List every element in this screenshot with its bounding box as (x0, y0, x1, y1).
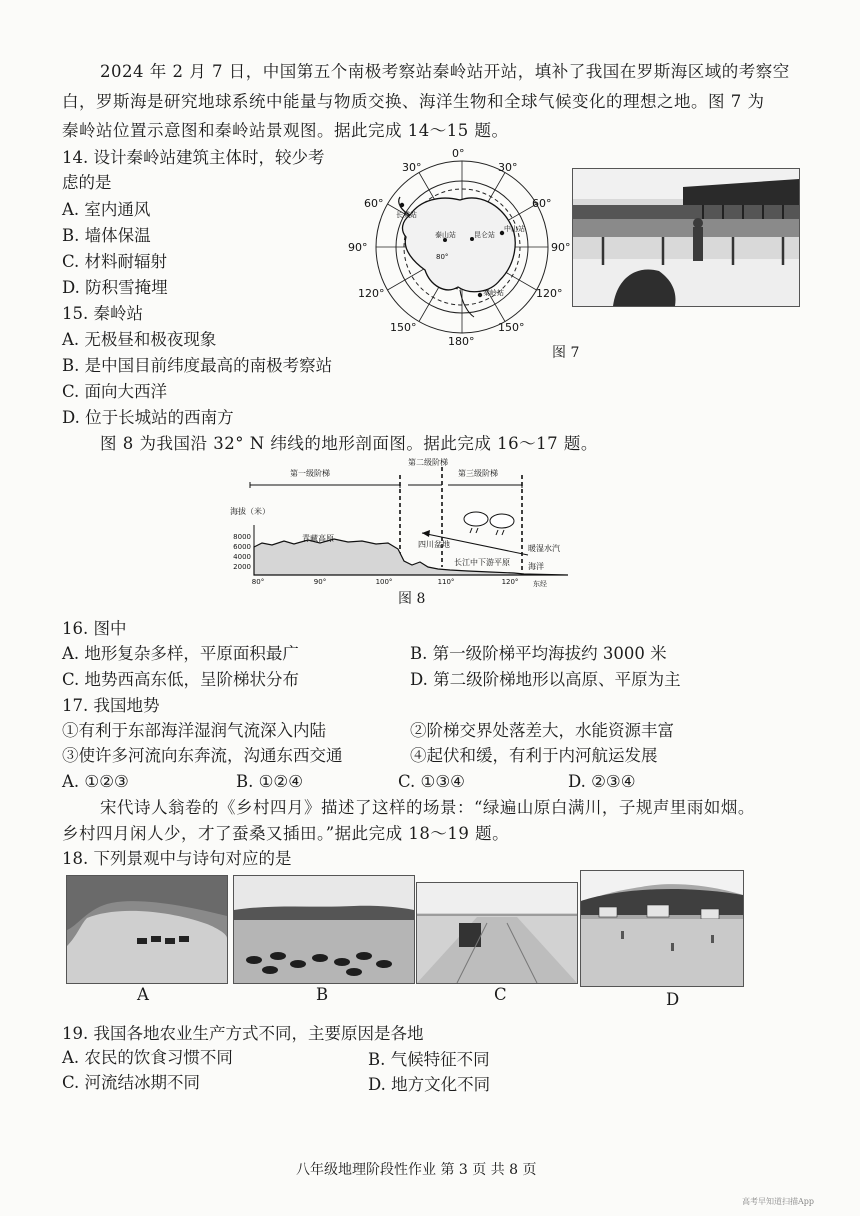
station-label-qinling: 秦岭站 (483, 289, 504, 297)
q14-stem-line-1: 14. 设计秦岭站建筑主体时，较少考 (62, 148, 325, 167)
q17-option-c: C. ①③④ (398, 772, 465, 791)
x-tick-100: 100° (375, 578, 393, 586)
q16-option-d: D. 第二级阶梯地形以高原、平原为主 (410, 670, 681, 689)
q17-option-b: B. ①②④ (236, 772, 303, 791)
q14-option-c: C. 材料耐辐射 (62, 252, 168, 271)
intro-paragraph-line-1: 2024 年 2 月 7 日，中国第五个南极考察站秦岭站开站，填补了我国在罗斯海区域的考察空 (100, 62, 790, 81)
q14-option-a: A. 室内通风 (62, 200, 151, 219)
region-label-ocean: 海洋 (528, 562, 544, 571)
q16-stem: 16. 图中 (62, 619, 127, 638)
q15-option-a: A. 无极昼和极夜现象 (62, 330, 217, 349)
q19-stem: 19. 我国各地农业生产方式不同，主要原因是各地 (62, 1024, 424, 1043)
intro-poem-line-2: 乡村四月闲人少，才了蚕桑又插田。”据此完成 18～19 题。 (62, 824, 510, 843)
lon-label-90e: 90° (551, 241, 571, 254)
fig7-caption: 图 7 (552, 345, 580, 361)
step-label-first: 第一级阶梯 (290, 469, 330, 478)
lon-label-150w: 150° (390, 321, 417, 334)
x-axis-label: 东经 (533, 580, 547, 588)
q17-item-1: ①有利于东部海洋湿润气流深入内陆 (62, 721, 326, 740)
lon-label-30w: 30° (402, 161, 422, 174)
landscape-photo-c (416, 882, 578, 984)
x-tick-90: 90° (313, 578, 327, 586)
x-tick-110: 110° (437, 578, 455, 586)
station-label-great-wall: 长城站 (396, 211, 417, 219)
y-tick-8000: 8000 (233, 533, 251, 541)
qinling-station-photo (572, 168, 800, 307)
photo-label-d: D (666, 990, 680, 1009)
q15-stem: 15. 秦岭站 (62, 304, 143, 323)
q17-item-4: ④起伏和缓，有利于内河航运发展 (410, 746, 658, 765)
lon-label-120e: 120° (536, 287, 563, 300)
terrain-profile-chart (228, 457, 578, 589)
q19-option-d: D. 地方文化不同 (368, 1075, 491, 1094)
region-label-sichuan: 四川盆地 (418, 540, 450, 549)
intro-paragraph-line-3: 秦岭站位置示意图和秦岭站景观图。据此完成 14～15 题。 (62, 121, 509, 140)
landscape-photo-b (233, 875, 415, 984)
lon-label-30e: 30° (498, 161, 518, 174)
landscape-photo-d (580, 870, 744, 987)
y-tick-6000: 6000 (233, 543, 251, 551)
intro-fig8: 图 8 为我国沿 32° N 纬线的地形剖面图。据此完成 16～17 题。 (100, 434, 598, 453)
region-label-yangtze: 长江中下游平原 (454, 558, 510, 567)
q15-option-b: B. 是中国目前纬度最高的南极考察站 (62, 356, 333, 375)
photo-label-c: C (494, 985, 507, 1004)
q17-item-3: ③使许多河流向东奔流，沟通东西交通 (62, 746, 343, 765)
q16-option-c: C. 地势西高东低，呈阶梯状分布 (62, 670, 300, 689)
y-tick-2000: 2000 (233, 563, 251, 571)
q15-option-d: D. 位于长城站的西南方 (62, 408, 234, 427)
intro-paragraph-line-2: 白，罗斯海是研究地球系统中能量与物质交换、海洋生物和全球气候变化的理想之地。图 7 为 (62, 92, 765, 111)
q19-option-b: B. 气候特征不同 (368, 1050, 490, 1069)
region-label-moist-air: 暖湿水汽 (528, 544, 560, 553)
y-tick-4000: 4000 (233, 553, 251, 561)
lon-label-0: 0° (452, 147, 465, 160)
q17-option-d: D. ②③④ (568, 772, 636, 791)
q19-option-a: A. 农民的饮食习惯不同 (62, 1048, 233, 1067)
antarctica-polar-map (340, 145, 580, 355)
region-label-tibet: 青藏高原 (302, 534, 334, 543)
landscape-photo-a (66, 875, 228, 984)
lon-label-60e: 60° (532, 197, 552, 210)
lon-label-90w: 90° (348, 241, 368, 254)
q14-option-d: D. 防积雪掩埋 (62, 278, 168, 297)
q16-option-a: A. 地形复杂多样，平原面积最广 (62, 644, 299, 663)
lon-label-60w: 60° (364, 197, 384, 210)
step-label-third: 第三级阶梯 (458, 469, 498, 478)
q14-stem-line-2: 虑的是 (62, 173, 112, 192)
q17-option-a: A. ①②③ (62, 772, 129, 791)
station-label-taishan: 泰山站 (435, 231, 456, 239)
q17-item-2: ②阶梯交界处落差大，水能资源丰富 (410, 721, 674, 740)
photo-label-a: A (137, 985, 149, 1004)
x-tick-80: 80° (251, 578, 265, 586)
page-footer: 八年级地理阶段性作业 第 3 页 共 8 页 (296, 1162, 537, 1178)
q18-stem: 18. 下列景观中与诗句对应的是 (62, 849, 292, 868)
station-label-zhongshan: 中山站 (504, 225, 525, 233)
fig8-caption: 图 8 (398, 591, 426, 607)
photo-label-b: B (316, 985, 329, 1004)
intro-poem-line-1: 宋代诗人翁卷的《乡村四月》描述了这样的场景：“绿遍山原白满川，子规声里雨如烟。 (100, 798, 755, 817)
q16-option-b: B. 第一级阶梯平均海拔约 3000 米 (410, 644, 667, 663)
scan-watermark: 高考早知道扫描App (742, 1197, 815, 1206)
y-axis-label: 海拔（米） (230, 507, 270, 516)
lat-label-80: 80° (436, 253, 449, 261)
q17-stem: 17. 我国地势 (62, 696, 160, 715)
q19-option-c: C. 河流结冰期不同 (62, 1073, 201, 1092)
lon-label-150e: 150° (498, 321, 525, 334)
q15-option-c: C. 面向大西洋 (62, 382, 168, 401)
lon-label-120w: 120° (358, 287, 385, 300)
x-tick-120: 120° (501, 578, 519, 586)
lon-label-180: 180° (448, 335, 475, 348)
step-label-second: 第二级阶梯 (408, 458, 448, 467)
q14-option-b: B. 墙体保温 (62, 226, 151, 245)
station-label-kunlun: 昆仑站 (474, 231, 495, 239)
